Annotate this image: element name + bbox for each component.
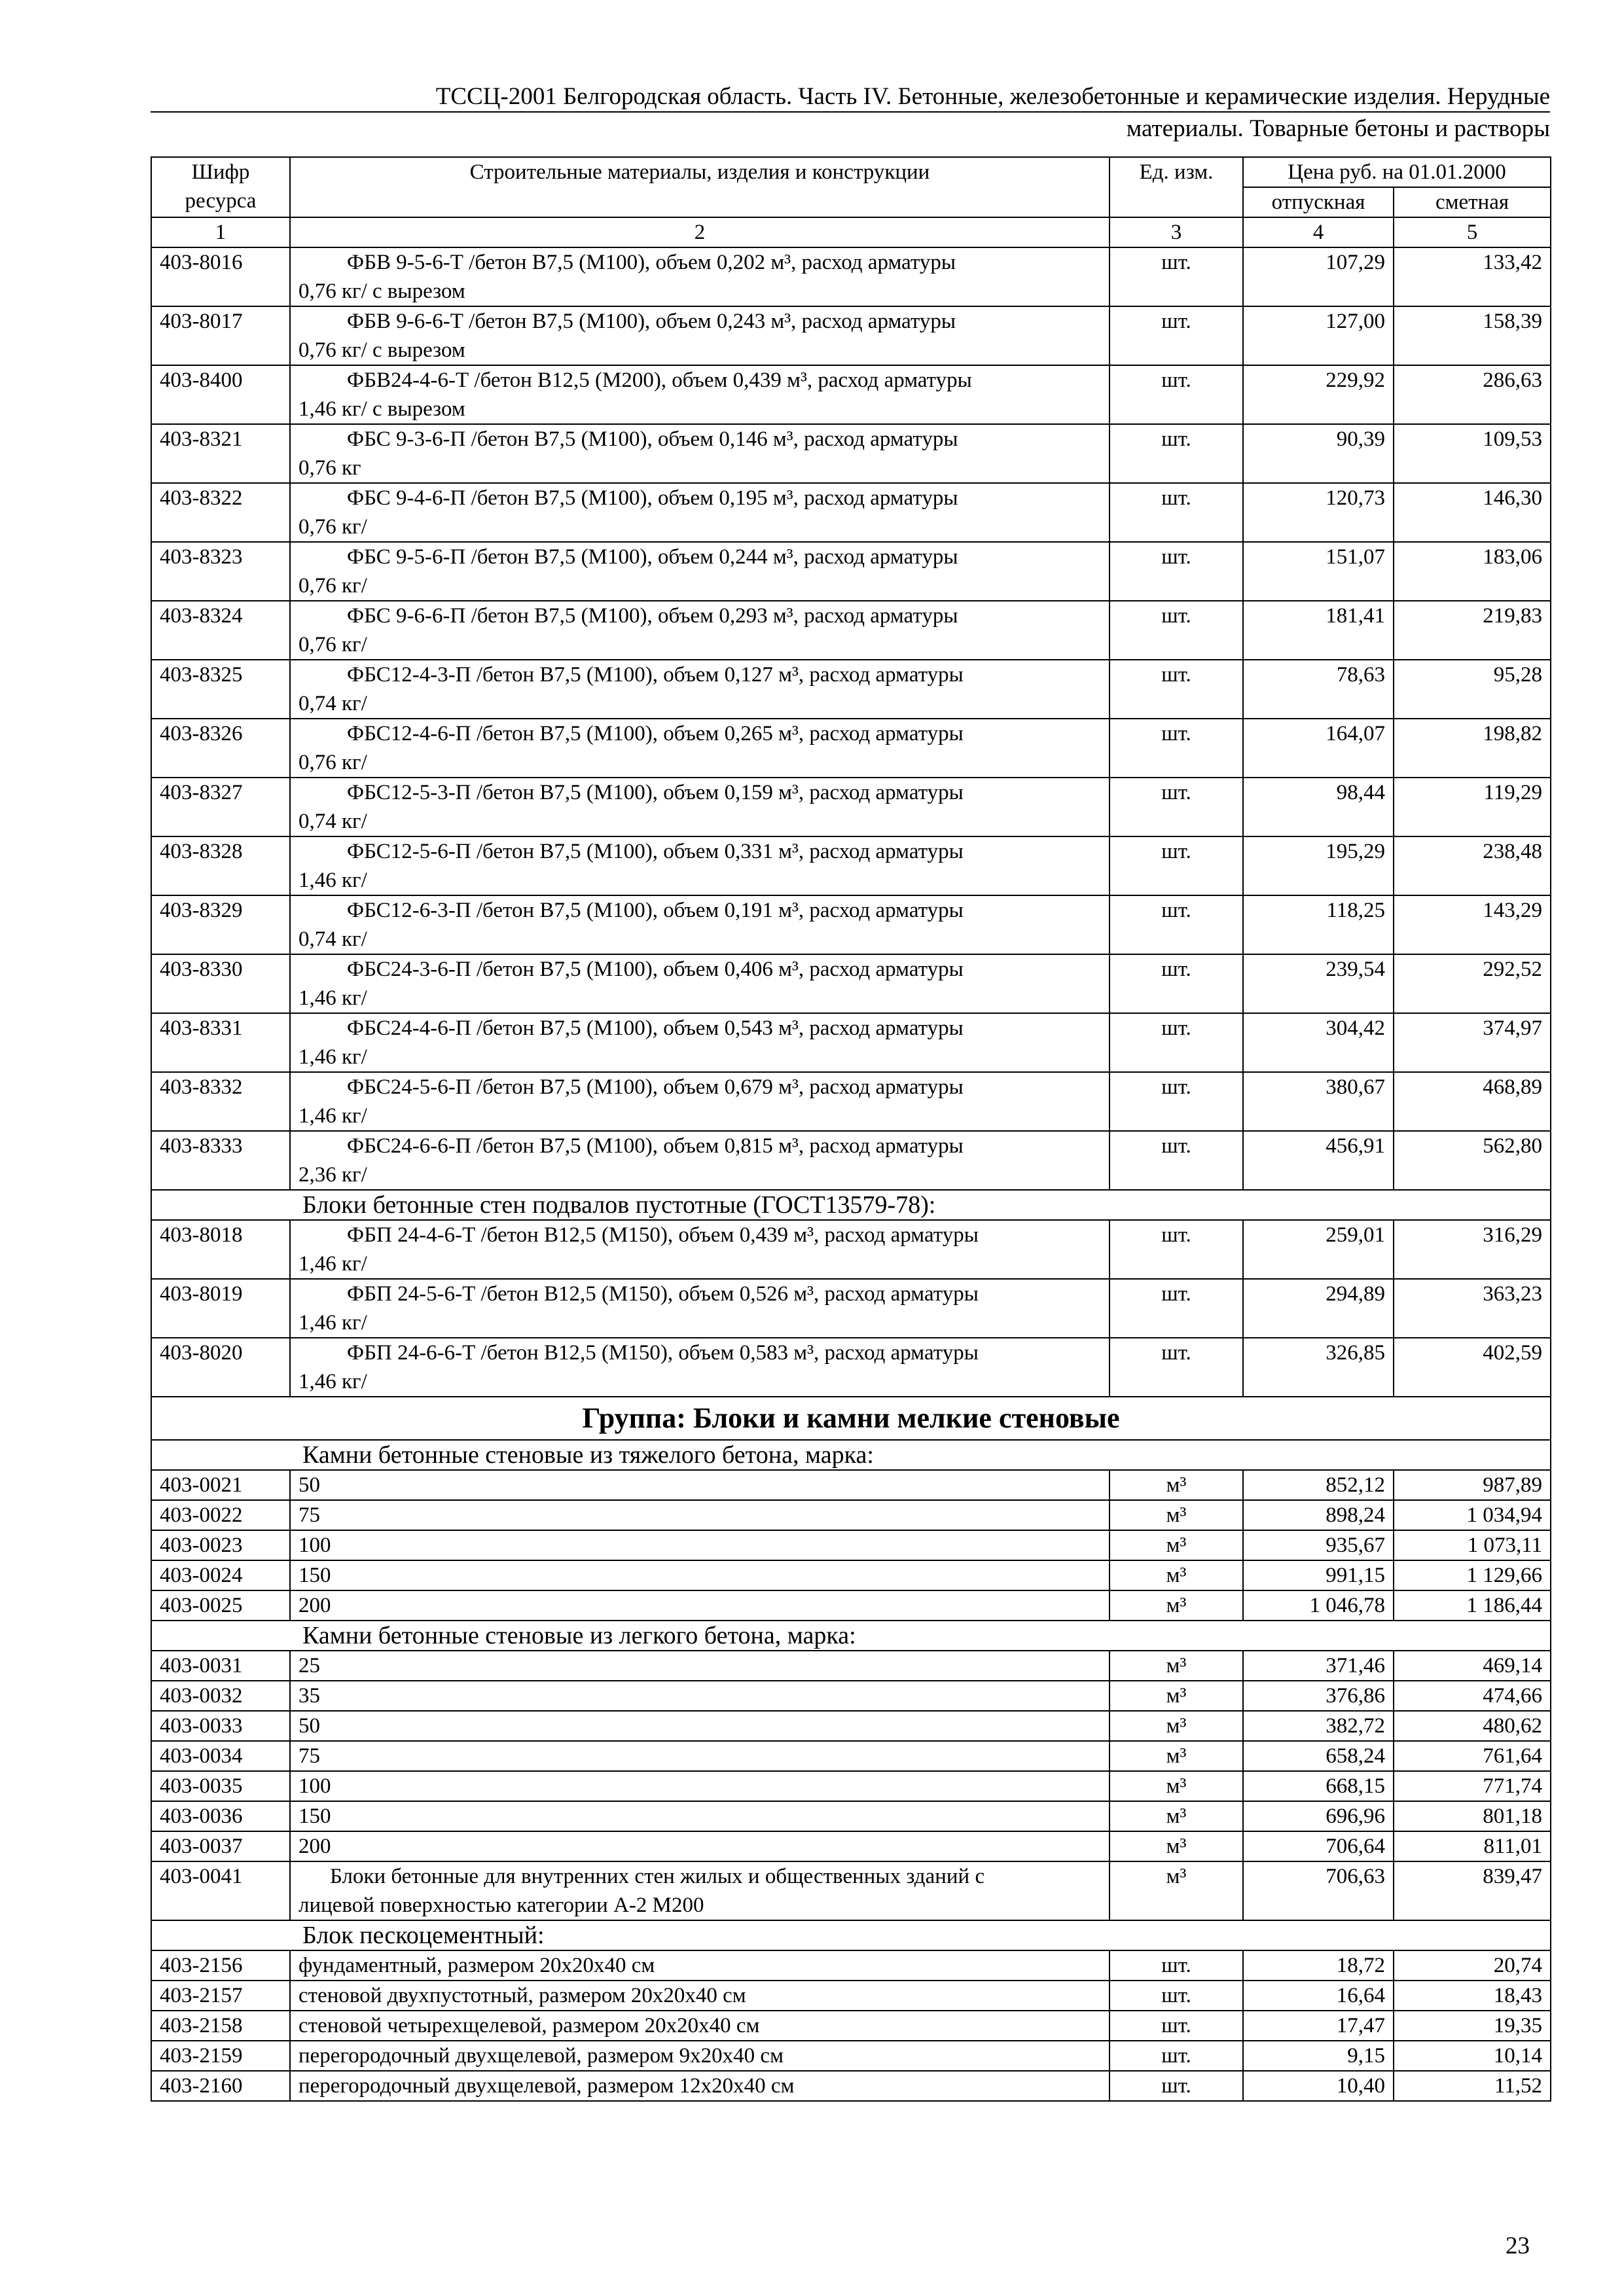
col-number: 5 [1394,217,1551,247]
table-row [151,601,1551,660]
release-price: 127,00 [1243,306,1394,365]
unit: шт. [1110,778,1243,836]
grade-mark: 75 [290,1500,1110,1530]
description-line-1: ФБС24-4-6-П /бетон В7,5 (М100), объем 0,543 м³, расход арматуры [347,1016,964,1040]
resource-code: 403-0036 [151,1801,290,1831]
item-description [290,1072,1110,1131]
estimate-price: 1 129,66 [1394,1560,1551,1590]
table-row [151,1711,1551,1741]
resource-code: 403-8332 [151,1072,290,1131]
grade-mark: 75 [290,1741,1110,1771]
grade-mark: 25 [290,1651,1110,1681]
table-row [151,2011,1551,2041]
table-row [151,2071,1551,2101]
section-title-light: Камни бетонные стеновые из легкого бетона, марка: [151,1621,1551,1651]
table-row [151,1771,1551,1801]
estimate-price: 761,64 [1394,1741,1551,1771]
grade-mark: 150 [290,1801,1110,1831]
resource-code: 403-8331 [151,1013,290,1072]
table-row [151,660,1551,719]
resource-code: 403-8321 [151,424,290,483]
header-line-2: материалы. Товарные бетоны и растворы [1126,115,1550,142]
resource-code: 403-0035 [151,1771,290,1801]
estimate-price: 562,80 [1394,1131,1551,1190]
description-line-1: ФБС24-6-6-П /бетон В7,5 (М100), объем 0,815 м³, расход арматуры [347,1134,964,1158]
unit: шт. [1110,1950,1243,1981]
unit: шт. [1110,895,1243,954]
unit: шт. [1110,836,1243,895]
description-line-1: ФБВ 9-6-6-Т /бетон В7,5 (М100), объем 0,243 м³, расход арматуры [347,310,956,333]
grade-mark: 100 [290,1771,1110,1801]
item-description [290,1338,1110,1397]
description-line-1: ФБП 24-4-6-Т /бетон В12,5 (М150), объем 0,439 м³, расход арматуры [347,1223,979,1247]
resource-code: 403-8323 [151,542,290,601]
estimate-price: 286,63 [1394,365,1551,424]
item-description [290,247,1110,306]
resource-code: 403-2160 [151,2071,290,2101]
estimate-price: 771,74 [1394,1771,1551,1801]
release-price: 16,64 [1243,1981,1394,2011]
grade-mark: 200 [290,1590,1110,1621]
estimate-price: 811,01 [1394,1831,1551,1861]
col-header-unit: Ед. изм. [1110,157,1243,217]
description-line-1: ФБП 24-5-6-Т /бетон В12,5 (М150), объем 0,526 м³, расход арматуры [347,1282,979,1306]
table-row [151,954,1551,1013]
resource-code: 403-8018 [151,1220,290,1279]
release-price: 991,15 [1243,1560,1394,1590]
unit: шт. [1110,954,1243,1013]
unit: шт. [1110,660,1243,719]
table-row [151,1530,1551,1560]
unit: шт. [1110,1220,1243,1279]
unit: м³ [1110,1801,1243,1831]
unit: шт. [1110,247,1243,306]
estimate-price: 839,47 [1394,1861,1551,1920]
unit: шт. [1110,1072,1243,1131]
release-price: 382,72 [1243,1711,1394,1741]
release-price: 181,41 [1243,601,1394,660]
description-line-1: ФБС24-3-6-П /бетон В7,5 (М100), объем 0,406 м³, расход арматуры [347,958,964,981]
unit: шт. [1110,1279,1243,1338]
item-description: перегородочный двухщелевой, размером 12х20х40 см [290,2071,1110,2101]
item-description [290,836,1110,895]
estimate-price: 801,18 [1394,1801,1551,1831]
unit: м³ [1110,1771,1243,1801]
description-line-2: 1,46 кг/ [298,1370,367,1393]
col-number: 4 [1243,217,1394,247]
release-price: 668,15 [1243,1771,1394,1801]
col-number: 3 [1110,217,1243,247]
unit: м³ [1110,1530,1243,1560]
resource-code: 403-0023 [151,1530,290,1560]
grade-mark: 50 [290,1470,1110,1500]
price-table [151,156,1551,2102]
estimate-price: 183,06 [1394,542,1551,601]
col-number: 2 [290,217,1110,247]
unit: шт. [1110,2041,1243,2071]
table-row [151,1560,1551,1590]
estimate-price: 402,59 [1394,1338,1551,1397]
page-header [151,82,1550,113]
estimate-price: 469,14 [1394,1651,1551,1681]
estimate-price: 146,30 [1394,483,1551,542]
unit: шт. [1110,483,1243,542]
estimate-price: 363,23 [1394,1279,1551,1338]
unit: м³ [1110,1681,1243,1711]
column-numbers-row [151,217,1551,247]
release-price: 852,12 [1243,1470,1394,1500]
grade-mark: 35 [290,1681,1110,1711]
group-row [151,1397,1551,1440]
description-line-1: Блоки бетонные для внутренних стен жилых и общественных зданий с [330,1865,985,1888]
estimate-price: 119,29 [1394,778,1551,836]
release-price: 164,07 [1243,719,1394,778]
description-line-2: 0,76 кг [298,456,361,480]
table-row [151,1861,1551,1920]
item-description [290,1279,1110,1338]
estimate-price: 474,66 [1394,1681,1551,1711]
table-row [151,1831,1551,1861]
resource-code: 403-2156 [151,1950,290,1981]
resource-code: 403-8333 [151,1131,290,1190]
resource-code: 403-0033 [151,1711,290,1741]
item-description [290,424,1110,483]
table-row [151,306,1551,365]
release-price: 706,63 [1243,1861,1394,1920]
table-row [151,1279,1551,1338]
description-line-2: 1,46 кг/ [298,1104,367,1128]
estimate-price: 10,14 [1394,2041,1551,2071]
item-description [290,895,1110,954]
resource-code: 403-8329 [151,895,290,954]
release-price: 118,25 [1243,895,1394,954]
description-line-2: 1,46 кг/ [298,1252,367,1276]
table-row [151,1470,1551,1500]
table-row [151,247,1551,306]
release-price: 195,29 [1243,836,1394,895]
page-number: 23 [1506,2233,1530,2259]
col-header-name: Строительные материалы, изделия и конструкции [290,157,1110,217]
unit: шт. [1110,2071,1243,2101]
estimate-price: 11,52 [1394,2071,1551,2101]
group-title: Группа: Блоки и камни мелкие стеновые [151,1397,1551,1440]
description-line-1: ФБВ 9-5-6-Т /бетон В7,5 (М100), объем 0,202 м³, расход арматуры [347,251,956,274]
description-line-2: лицевой поверхностью категории А-2 М200 [298,1893,704,1917]
release-price: 9,15 [1243,2041,1394,2071]
description-line-1: ФБС24-5-6-П /бетон В7,5 (М100), объем 0,679 м³, расход арматуры [347,1075,964,1099]
item-description [290,483,1110,542]
item-description [290,778,1110,836]
description-line-1: ФБС12-4-3-П /бетон В7,5 (М100), объем 0,127 м³, расход арматуры [347,663,964,687]
description-line-2: 1,46 кг/ [298,986,367,1010]
description-line-1: ФБП 24-6-6-Т /бетон В12,5 (М150), объем 0,583 м³, расход арматуры [347,1341,979,1365]
description-line-2: 1,46 кг/ [298,1045,367,1069]
unit: м³ [1110,1711,1243,1741]
estimate-price: 20,74 [1394,1950,1551,1981]
estimate-price: 143,29 [1394,895,1551,954]
estimate-price: 480,62 [1394,1711,1551,1741]
section-title-sand: Блок пескоцементный: [151,1920,1551,1950]
table-row [151,1013,1551,1072]
description-line-2: 0,76 кг/ [298,574,367,598]
unit: шт. [1110,1013,1243,1072]
table-row [151,1338,1551,1397]
release-price: 120,73 [1243,483,1394,542]
description-line-1: ФБС12-5-6-П /бетон В7,5 (М100), объем 0,331 м³, расход арматуры [347,840,964,863]
release-price: 304,42 [1243,1013,1394,1072]
table-row [151,542,1551,601]
unit: шт. [1110,306,1243,365]
unit: шт. [1110,365,1243,424]
item-description [290,1861,1110,1920]
item-description [290,601,1110,660]
resource-code: 403-0031 [151,1651,290,1681]
release-price: 326,85 [1243,1338,1394,1397]
item-description: стеновой двухпустотный, размером 20х20х40 см [290,1981,1110,2011]
release-price: 935,67 [1243,1530,1394,1560]
release-price: 380,67 [1243,1072,1394,1131]
item-description [290,719,1110,778]
unit: м³ [1110,1500,1243,1530]
release-price: 898,24 [1243,1500,1394,1530]
description-line-1: ФБС 9-4-6-П /бетон В7,5 (М100), объем 0,195 м³, расход арматуры [347,486,958,510]
item-description [290,660,1110,719]
resource-code: 403-8020 [151,1338,290,1397]
table-row [151,719,1551,778]
description-line-2: 0,74 кг/ [298,692,367,715]
resource-code: 403-8324 [151,601,290,660]
resource-code: 403-8017 [151,306,290,365]
estimate-price: 198,82 [1394,719,1551,778]
estimate-price: 468,89 [1394,1072,1551,1131]
release-price: 294,89 [1243,1279,1394,1338]
unit: м³ [1110,1590,1243,1621]
table-row [151,365,1551,424]
description-line-2: 0,76 кг/ с вырезом [298,338,465,362]
table-header-row [151,157,1551,187]
unit: шт. [1110,1131,1243,1190]
resource-code: 403-8330 [151,954,290,1013]
estimate-price: 219,83 [1394,601,1551,660]
release-price: 1 046,78 [1243,1590,1394,1621]
unit: шт. [1110,1981,1243,2011]
table-row [151,1500,1551,1530]
description-line-1: ФБС12-4-6-П /бетон В7,5 (М100), объем 0,265 м³, расход арматуры [347,722,964,745]
col-number: 1 [151,217,290,247]
estimate-price: 109,53 [1394,424,1551,483]
item-description: перегородочный двухщелевой, размером 9х20х40 см [290,2041,1110,2071]
description-line-1: ФБС12-6-3-П /бетон В7,5 (М100), объем 0,191 м³, расход арматуры [347,899,964,922]
grade-mark: 150 [290,1560,1110,1590]
description-line-2: 1,46 кг/ с вырезом [298,397,465,421]
description-line-2: 2,36 кг/ [298,1163,367,1187]
item-description [290,1131,1110,1190]
table-row [151,1681,1551,1711]
unit: шт. [1110,542,1243,601]
table-row [151,836,1551,895]
release-price: 658,24 [1243,1741,1394,1771]
resource-code: 403-0024 [151,1560,290,1590]
header-line-1: ТССЦ-2001 Белгородская область. Часть IV. Бетонные, железобетонные и керамические изделия. Нерудные [435,83,1550,110]
resource-code: 403-8325 [151,660,290,719]
section-row [151,1440,1551,1470]
col-header-code: Шифр ресурса [151,157,290,217]
resource-code: 403-2157 [151,1981,290,2011]
release-price: 229,92 [1243,365,1394,424]
estimate-price: 19,35 [1394,2011,1551,2041]
release-price: 371,46 [1243,1651,1394,1681]
unit: шт. [1110,601,1243,660]
description-line-2: 1,46 кг/ [298,1311,367,1335]
description-line-1: ФБС 9-3-6-П /бетон В7,5 (М100), объем 0,146 м³, расход арматуры [347,427,958,451]
table-row [151,2041,1551,2071]
release-price: 239,54 [1243,954,1394,1013]
estimate-price: 987,89 [1394,1470,1551,1500]
item-description [290,365,1110,424]
table-row [151,1741,1551,1771]
section-row [151,1920,1551,1950]
estimate-price: 1 186,44 [1394,1590,1551,1621]
item-description [290,542,1110,601]
section-row [151,1621,1551,1651]
estimate-price: 316,29 [1394,1220,1551,1279]
description-line-2: 0,74 кг/ [298,810,367,833]
resource-code: 403-8019 [151,1279,290,1338]
release-price: 78,63 [1243,660,1394,719]
description-line-2: 0,76 кг/ с вырезом [298,279,465,303]
table-row [151,1072,1551,1131]
release-price: 259,01 [1243,1220,1394,1279]
resource-code: 403-2159 [151,2041,290,2071]
estimate-price: 292,52 [1394,954,1551,1013]
estimate-price: 1 073,11 [1394,1530,1551,1560]
unit: шт. [1110,719,1243,778]
section-row [151,1190,1551,1220]
col-header-price: Цена руб. на 01.01.2000 [1243,157,1551,187]
unit: м³ [1110,1741,1243,1771]
release-price: 18,72 [1243,1950,1394,1981]
table-row [151,424,1551,483]
estimate-price: 18,43 [1394,1981,1551,2011]
resource-code: 403-0037 [151,1831,290,1861]
item-description [290,306,1110,365]
grade-mark: 200 [290,1831,1110,1861]
unit: м³ [1110,1560,1243,1590]
table-row [151,895,1551,954]
table-row [151,1131,1551,1190]
description-line-1: ФБС 9-5-6-П /бетон В7,5 (М100), объем 0,244 м³, расход арматуры [347,545,958,569]
description-line-2: 1,46 кг/ [298,869,367,892]
resource-code: 403-0032 [151,1681,290,1711]
estimate-price: 1 034,94 [1394,1500,1551,1530]
grade-mark: 100 [290,1530,1110,1560]
release-price: 151,07 [1243,542,1394,601]
release-price: 98,44 [1243,778,1394,836]
unit: шт. [1110,1338,1243,1397]
release-price: 376,86 [1243,1681,1394,1711]
unit: м³ [1110,1651,1243,1681]
release-price: 706,64 [1243,1831,1394,1861]
section-title-heavy: Камни бетонные стеновые из тяжелого бетона, марка: [151,1440,1551,1470]
table-row [151,1590,1551,1621]
item-description: стеновой четырехщелевой, размером 20х20х40 см [290,2011,1110,2041]
estimate-price: 238,48 [1394,836,1551,895]
description-line-2: 0,76 кг/ [298,633,367,656]
release-price: 696,96 [1243,1801,1394,1831]
table-row [151,1801,1551,1831]
description-line-2: 0,76 кг/ [298,515,367,539]
unit: м³ [1110,1861,1243,1920]
description-line-2: 0,76 кг/ [298,751,367,774]
unit: шт. [1110,2011,1243,2041]
unit: м³ [1110,1470,1243,1500]
item-description: фундаментный, размером 20х20х40 см [290,1950,1110,1981]
resource-code: 403-8322 [151,483,290,542]
table-row [151,1981,1551,2011]
item-description [290,954,1110,1013]
release-price: 10,40 [1243,2071,1394,2101]
resource-code: 403-8327 [151,778,290,836]
item-description [290,1220,1110,1279]
resource-code: 403-0021 [151,1470,290,1500]
unit: шт. [1110,424,1243,483]
release-price: 107,29 [1243,247,1394,306]
table-row [151,778,1551,836]
estimate-price: 374,97 [1394,1013,1551,1072]
estimate-price: 95,28 [1394,660,1551,719]
table-row [151,1220,1551,1279]
description-line-1: ФБС12-5-3-П /бетон В7,5 (М100), объем 0,159 м³, расход арматуры [347,781,964,804]
table-row [151,1950,1551,1981]
description-line-1: ФБС 9-6-6-П /бетон В7,5 (М100), объем 0,293 м³, расход арматуры [347,604,958,628]
resource-code: 403-0025 [151,1590,290,1621]
resource-code: 403-0022 [151,1500,290,1530]
col-header-estimate: сметная [1394,187,1551,217]
grade-mark: 50 [290,1711,1110,1741]
resource-code: 403-0041 [151,1861,290,1920]
release-price: 17,47 [1243,2011,1394,2041]
item-description [290,1013,1110,1072]
resource-code: 403-8328 [151,836,290,895]
unit: м³ [1110,1831,1243,1861]
col-header-release: отпускная [1243,187,1394,217]
resource-code: 403-8326 [151,719,290,778]
table-row [151,1651,1551,1681]
release-price: 456,91 [1243,1131,1394,1190]
description-line-2: 0,74 кг/ [298,927,367,951]
section-title-fbp: Блоки бетонные стен подвалов пустотные (ГОСТ13579-78): [151,1190,1551,1220]
description-line-1: ФБВ24-4-6-Т /бетон В12,5 (М200), объем 0,439 м³, расход арматуры [347,368,972,392]
resource-code: 403-8016 [151,247,290,306]
release-price: 90,39 [1243,424,1394,483]
resource-code: 403-0034 [151,1741,290,1771]
estimate-price: 133,42 [1394,247,1551,306]
resource-code: 403-2158 [151,2011,290,2041]
resource-code: 403-8400 [151,365,290,424]
table-row [151,483,1551,542]
estimate-price: 158,39 [1394,306,1551,365]
